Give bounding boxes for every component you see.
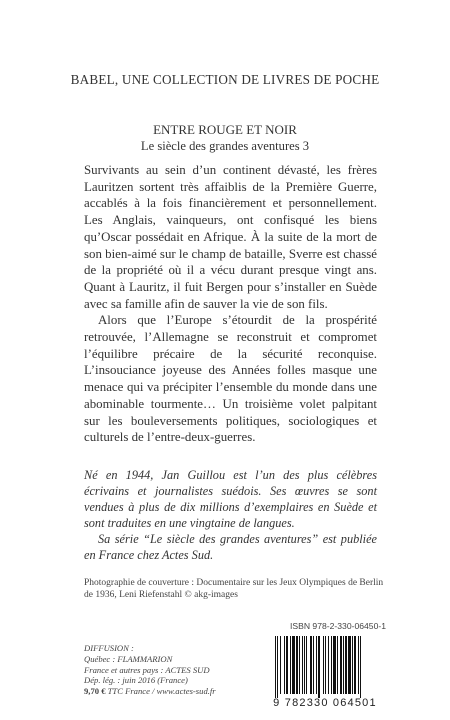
barcode-bar xyxy=(292,636,295,694)
barcode-bar xyxy=(284,636,285,694)
barcode-bar xyxy=(345,636,347,694)
distribution-france: France et autres pays : ACTES SUD xyxy=(84,664,210,675)
barcode-icon xyxy=(273,636,385,698)
summary-paragraph: Alors que l’Europe s’étourdit de la prospérité retrouvée, l’Allemagne se reconstruit et compromet l’équilibre précaire de la sécurité reconquise. L’insouciance joyeuse des Années folles masque une menace qui va précipiter l’ensemble du monde dans une abominable tourmente… Un troisième volet palpitant sur les bouleversements politiques, sociologiques et culturels de l’entre-deux-guerres. xyxy=(84,313,377,445)
barcode-bar xyxy=(318,636,320,698)
legal-deposit: Dép. lég. : juin 2016 (France) xyxy=(84,675,188,686)
author-bio xyxy=(84,467,377,563)
distribution-label: DIFFUSION : xyxy=(84,643,134,653)
price-line xyxy=(84,686,244,697)
barcode-bar xyxy=(331,636,332,694)
barcode-bar xyxy=(337,636,338,694)
barcode-bar xyxy=(354,636,356,694)
barcode-bar xyxy=(360,636,361,698)
distribution-quebec: Québec : FLAMMARION xyxy=(84,653,173,664)
barcode-bar xyxy=(352,636,353,694)
barcode-bar xyxy=(280,636,281,694)
barcode-bar xyxy=(313,636,314,694)
bio-paragraph: Né en 1944, Jan Guillou est l’un des plus célèbres écrivains et journalistes suédois. Ses œuvres se sont vendues à plus de dix millions d’exemplaires en Suède et sont traduites en une vingtaine de langues. xyxy=(84,468,377,530)
photo-credit: Photographie de couverture : Documentaire sur les Jeux Olympiques de Berlin de 1936, Leni Riefenstahl © akg-images xyxy=(84,578,384,600)
barcode-bar xyxy=(296,636,298,694)
book-title: ENTRE ROUGE ET NOIR xyxy=(153,122,297,137)
barcode-bar xyxy=(286,636,288,694)
barcode-bar xyxy=(323,636,324,694)
series-line: BABEL, UNE COLLECTION DE LIVRES DE POCHE xyxy=(70,72,380,87)
distribution-info xyxy=(84,643,244,697)
barcode-bar xyxy=(325,636,326,694)
bio-paragraph: Sa série “Le siècle des grandes aventures” est publiée en France chez Actes Sud. xyxy=(84,532,377,562)
barcode-bar xyxy=(277,636,278,698)
isbn: ISBN 978-2-330-06450-1 xyxy=(289,621,386,631)
barcode-bar xyxy=(290,636,291,694)
price-suffix: TTC France / www.actes-sud.fr xyxy=(105,686,216,697)
barcode-bar xyxy=(343,636,344,694)
barcode-bar xyxy=(328,636,329,694)
barcode-bar xyxy=(310,636,312,694)
barcode-bar xyxy=(316,636,317,694)
barcode-bar xyxy=(333,636,336,694)
barcode-bar xyxy=(302,636,303,694)
barcode-graphic xyxy=(273,636,385,698)
summary-paragraph: Survivants au sein d’un continent dévasté, les frères Lauritzen sortent très affaiblis de la Première Guerre, accablés à la fois financièrement et personnellement. Les Anglais, vainqueurs, ont confisqué les biens qu’Oscar possédait en Afrique. À la suite de la mort de son bien-aimé sur le champ de bataille, Sverre est chassé de la propriété où il a vécu durant presque vingt ans. Quant à Lauritz, il fuit Bergen pour s’installer en Suède avec sa famille afin de sauver la vie de son fils. xyxy=(84,163,377,311)
barcode-digits: 9 782330 064501 xyxy=(273,697,377,709)
barcode-bar xyxy=(299,636,300,694)
price: 9,70 € xyxy=(84,686,106,697)
book-subtitle: Le siècle des grandes aventures 3 xyxy=(140,139,310,153)
barcode-bar xyxy=(275,636,276,698)
summary xyxy=(84,162,377,446)
barcode-bar xyxy=(304,636,305,694)
barcode-bar xyxy=(358,636,359,694)
barcode-bar xyxy=(348,636,351,694)
barcode-bar xyxy=(306,636,307,694)
barcode-bar xyxy=(340,636,342,694)
